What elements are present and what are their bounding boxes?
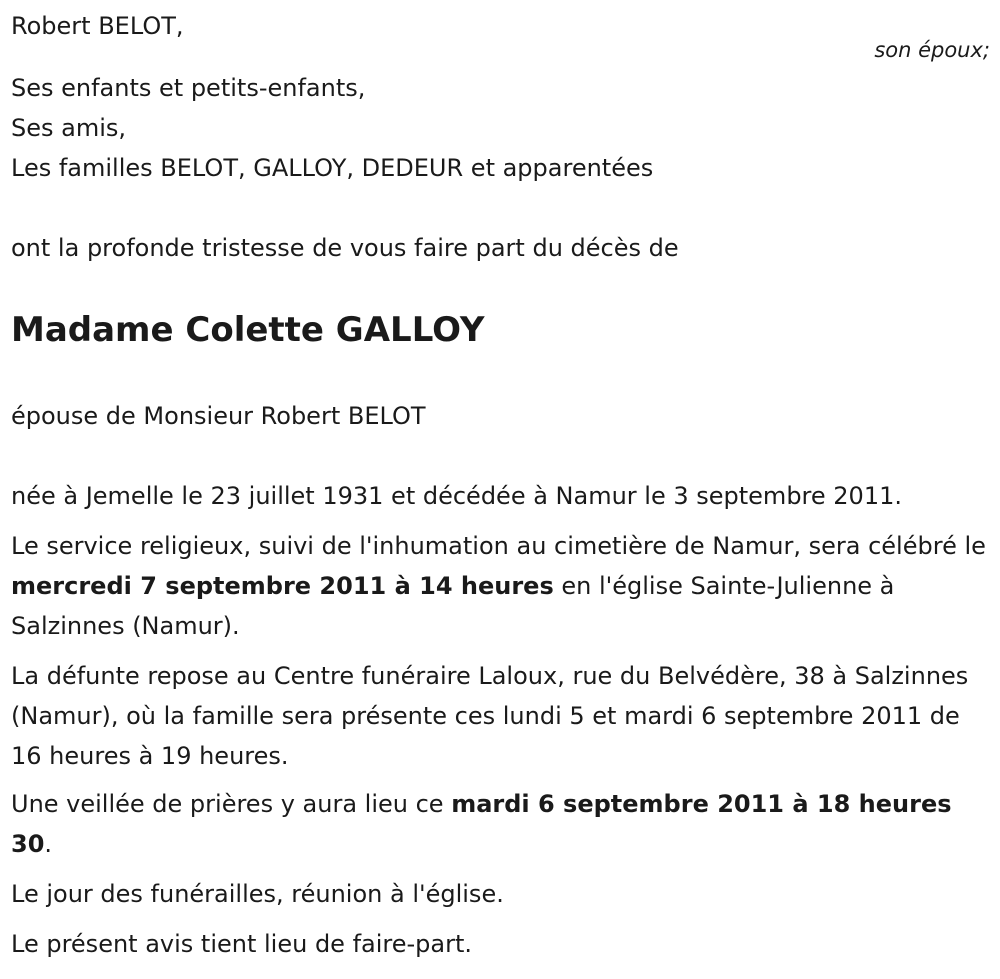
announcement-line: ont la profonde tristesse de vous faire part du décès de xyxy=(11,234,679,262)
vigil-outro: . xyxy=(44,830,53,858)
service-date: mercredi 7 septembre 2011 à 14 heures xyxy=(11,572,554,600)
birth-death-line: née à Jemelle le 23 juillet 1931 et décédée à Namur le 3 septembre 2011. xyxy=(11,482,902,510)
notice-line: Le présent avis tient lieu de faire-part. xyxy=(11,930,473,958)
service-outro: en l'église Sainte-Julienne à Salzinnes (Namur). xyxy=(11,572,895,640)
husband-role: son époux; xyxy=(874,38,990,62)
service-paragraph xyxy=(11,526,996,646)
husband-line: Robert BELOT, xyxy=(11,12,184,40)
vigil-intro: Une veillée de prières y aura lieu ce xyxy=(11,790,452,818)
friends-line: Ses amis, xyxy=(11,114,127,142)
funeral-meeting-line: Le jour des funérailles, réunion à l'église. xyxy=(11,880,504,908)
vigil-paragraph xyxy=(11,784,996,864)
deceased-name: Madame Colette GALLOY xyxy=(11,310,485,350)
rest-paragraph: La défunte repose au Centre funéraire Laloux, rue du Belvédère, 38 à Salzinnes (Namur), où la famille sera présente ces lundi 5 et mardi 6 septembre 2011 de 16 heures à 19 heures. xyxy=(11,662,969,770)
families-line: Les familles BELOT, GALLOY, DEDEUR et apparentées xyxy=(11,154,654,182)
service-intro: Le service religieux, suivi de l'inhumation au cimetière de Namur, sera célébré le xyxy=(11,532,986,560)
spouse-line: épouse de Monsieur Robert BELOT xyxy=(11,402,426,430)
vigil-date: mardi 6 septembre 2011 à 18 heures 30 xyxy=(11,790,952,858)
children-line: Ses enfants et petits-enfants, xyxy=(11,74,366,102)
